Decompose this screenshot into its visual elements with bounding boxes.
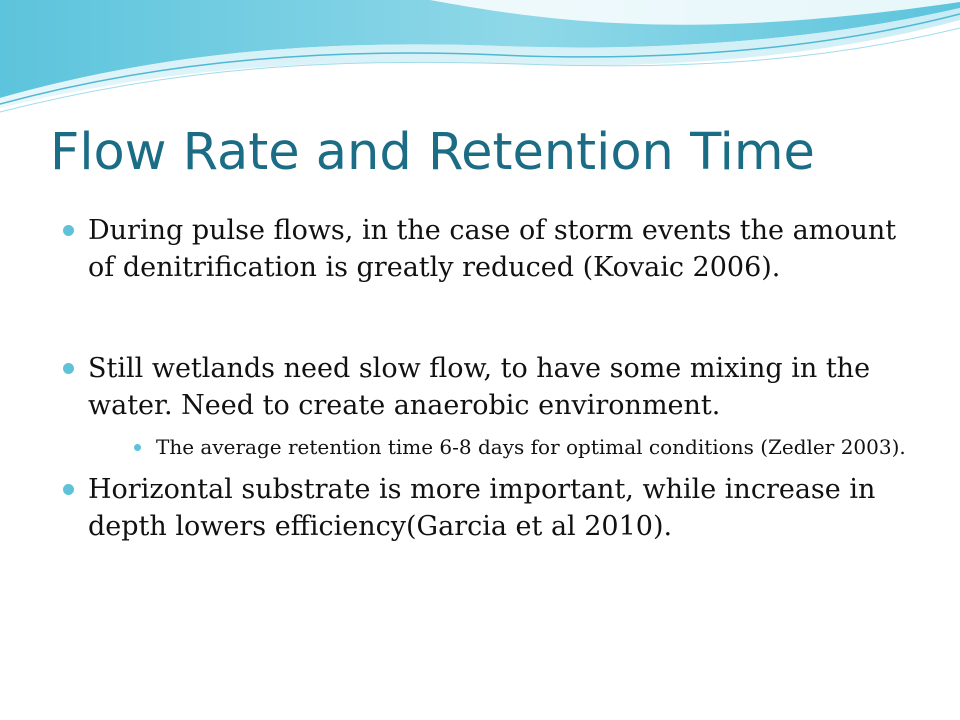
slide-title: Flow Rate and Retention Time (50, 123, 815, 182)
bullet-item (60, 471, 920, 545)
bullet-item (60, 212, 920, 286)
wave-header-decoration (0, 0, 960, 120)
bullet-text: During pulse flows, in the case of storm events the amount of denitrification is greatly reduced (Kovaic 2006). (88, 215, 897, 283)
bullet-item (60, 350, 920, 424)
bullet-list (60, 212, 920, 545)
bullet-text: Still wetlands need slow flow, to have some mixing in the water. Need to create anaerobic environment. (88, 353, 871, 421)
sub-bullet-dot-icon (134, 444, 141, 451)
sub-bullet-text: The average retention time 6-8 days for optimal conditions (Zedler 2003). (156, 435, 906, 459)
bullet-dot-icon (63, 484, 74, 495)
bullet-text: Horizontal substrate is more important, while increase in depth lowers efficiency(Garcia et al 2010). (88, 474, 876, 542)
sub-bullet-item (132, 432, 920, 463)
bullet-dot-icon (63, 225, 74, 236)
bullet-dot-icon (63, 363, 74, 374)
